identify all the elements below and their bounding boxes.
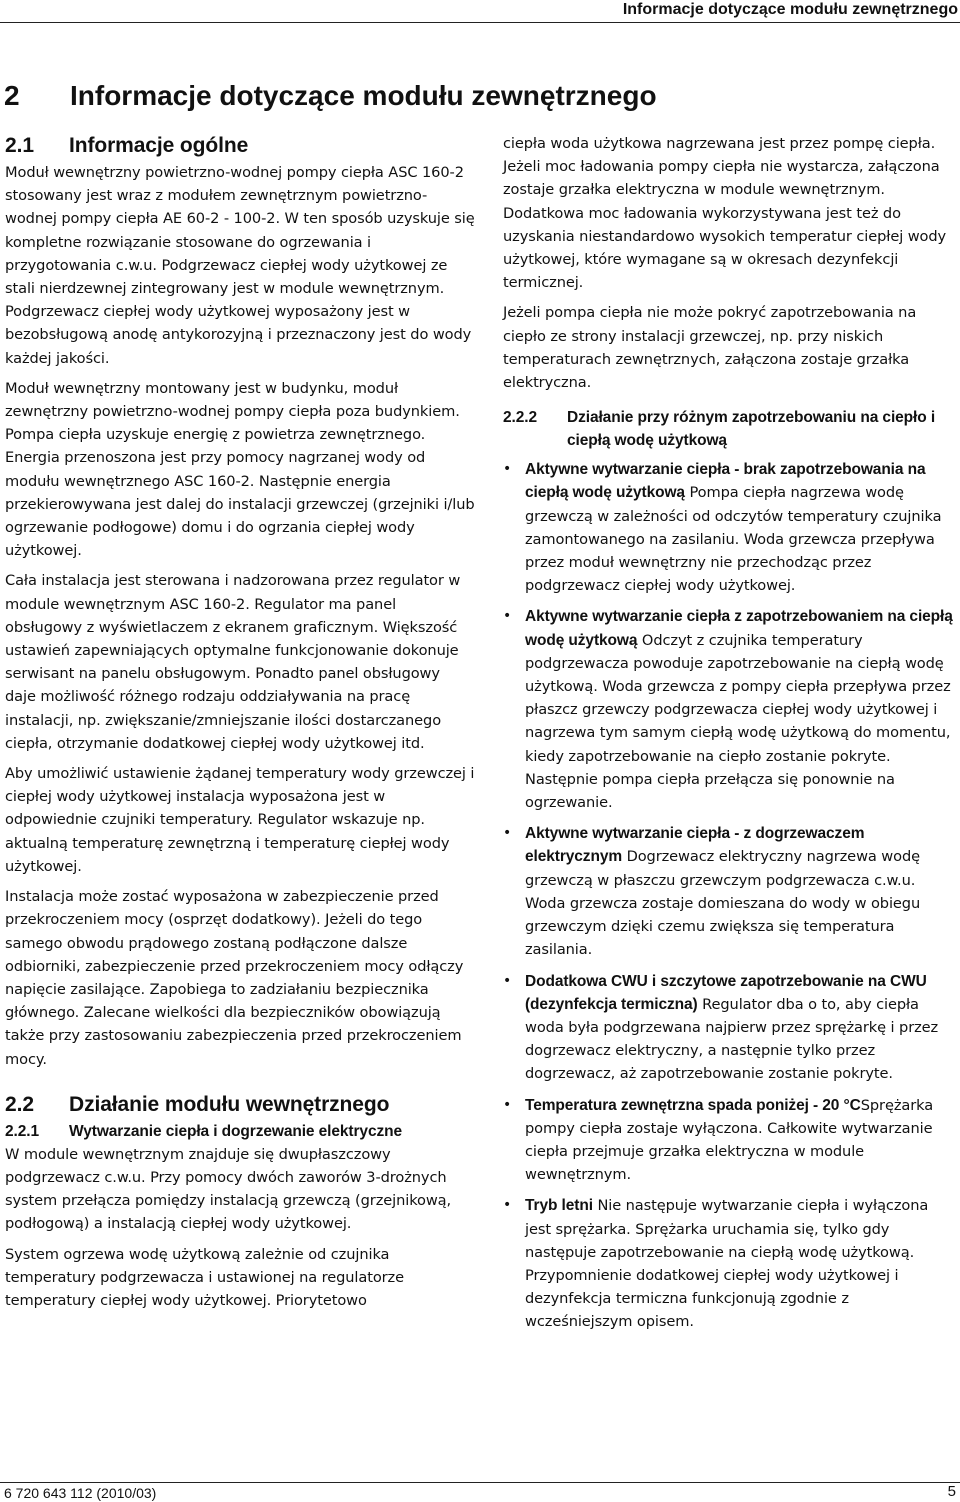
paragraph: Aby umożliwić ustawienie żądanej temperatury wody grzewczej i ciepłej wody użytkowej instalacja wyposażona jest w odpowiednie czujniki temperatury. Regulator wskazuje np. aktualną temperaturę zewnętrzną i temperaturę ciepłej wody użytkowej. bbox=[5, 765, 475, 875]
subsection-number: 2.2.2 bbox=[503, 409, 537, 427]
subsection-title: Wytwarzanie ciepła i dogrzewanie elektryczne bbox=[69, 1122, 402, 1140]
list-item-bold: Aktywne wytwarzanie ciepła z zapotrzebowaniem na ciepłą wodę użytkową bbox=[525, 608, 953, 649]
paragraph: Jeżeli pompa ciepła nie może pokryć zapotrzebowania na ciepło ze strony instalacji grzewczej, np. przy niskich temperaturach zewnętrznych, załączona zostaje grzałka elektryczna. bbox=[503, 304, 917, 392]
right-column bbox=[503, 132, 953, 1342]
paragraph: System ogrzewa wodę użytkową zależnie od czujnika temperatury podgrzewacza i ustawionej na regulatorze temperatury ciepłej wody użytkowej. Priorytetowo bbox=[5, 1245, 404, 1309]
list-item bbox=[503, 605, 953, 814]
paragraph: W module wewnętrznym znajduje się dwupłaszczowy podgrzewacz c.w.u. Przy pomocy dwóch zaworów 3-drożnych system przełącza pomiędzy instalacją grzewczą (grzejnikową, podłogową) a instalacją ciepłej wody użytkowej. bbox=[5, 1145, 452, 1233]
document-code: 6 720 643 112 (2010/03) bbox=[4, 1485, 157, 1501]
paragraph: ciepła woda użytkowa nagrzewana jest przez pompę ciepła. Jeżeli moc ładowania pompy ciepła nie wystarcza, załączona zostaje grzałka elektryczna w module wewnętrznym. Dodatkowa moc ładowania wykorzystywana jest też do uzyskania niestandardowo wysokich temperatur ciepłej wody użytkowej, które wymagane są w okresach dezynfekcji termicznej. bbox=[503, 135, 947, 292]
list-item-bold: Tryb letni bbox=[525, 1197, 593, 1215]
section-number: 2.2 bbox=[5, 1092, 34, 1116]
subsection-heading-2-2-1 bbox=[5, 1120, 475, 1143]
section-number: 2.1 bbox=[5, 134, 34, 157]
list-item bbox=[503, 822, 953, 961]
paragraph: Instalacja może zostać wyposażona w zabezpieczenie przed przekroczeniem mocy (osprzęt dodatkowy). Jeżeli do tego samego obwodu prądowego zostaną podłączone dalsze odbiorniki, zabezpieczenie przed przekroczeniem mocy odłączy napięcie zasilające. Zapobiega to zadziałaniu bezpiecznika głównego. Zalecane wielkości dla bezpieczników obowiązują także przy zastosowaniu zabezpieczenia przed przekroczeniem mocy. bbox=[5, 888, 464, 1068]
chapter-number: 2 bbox=[4, 80, 20, 111]
list-item-text: Pompa ciepła nagrzewa wodę grzewczą w zależności od odczytów temperatury czujnika zamontowanego na zasilaniu. Woda grzewcza przepływa przez moduł wewnętrzny nie przechodząc przez podgrzewacz ciepłej wody użytkowej. bbox=[525, 484, 942, 595]
list-item bbox=[503, 458, 953, 597]
subsection-title: Działanie przy różnym zapotrzebowaniu na ciepło i ciepłą wodę użytkową bbox=[567, 409, 936, 450]
list-item-bold: Dodatkowa CWU i szczytowe zapotrzebowanie na CWU (dezynfekcja termiczna) bbox=[525, 972, 927, 1013]
section-title: Działanie modułu wewnętrznego bbox=[69, 1092, 390, 1116]
section-heading-2-2 bbox=[5, 1091, 475, 1119]
section-heading-2-1 bbox=[5, 132, 475, 160]
list-item-text: Regulator dba o to, aby ciepła woda była podgrzewana najpierw przez sprężarkę i przez dogrzewacz elektryczny, a następnie tylko przez dogrzewacz, aż zapotrzebowanie zostanie pokryte. bbox=[525, 995, 939, 1083]
list-item-text: Odczyt z czujnika temperatury podgrzewacza powoduje zapotrzebowanie na ciepłą wodę użytkową. Woda grzewcza z pompy ciepła przepływa przez płaszcz grzewczy podgrzewacza ciepłej wody użytkowej i nagrzewa tym samym ciepłą wodę użytkową do momentu, kiedy zapotrzebowanie na ciepło zostanie pokryte. Następnie pompa ciepła przełącza się ponownie na ogrzewanie. bbox=[525, 631, 951, 812]
subsection-heading-2-2-2 bbox=[503, 406, 953, 452]
left-column bbox=[5, 132, 475, 1312]
footer-divider bbox=[0, 1482, 960, 1483]
header-divider bbox=[0, 22, 960, 23]
list-item-text: Nie następuje wytwarzanie ciepła i wyłączona jest sprężarka. Sprężarka uruchamia się, tylko gdy następuje zapotrzebowanie na ciepłą wodę użytkową. Przypomnienie dodatkowej ciepłej wody użytkowej i dezynfekcja termiczna funkcjonują zgodnie z wcześniejszym opisem. bbox=[525, 1197, 929, 1331]
section-title: Informacje ogólne bbox=[69, 134, 249, 157]
bullet-list bbox=[503, 458, 953, 1333]
subsection-number: 2.2.1 bbox=[5, 1122, 39, 1140]
running-header: Informacje dotyczące modułu zewnętrznego bbox=[622, 1, 958, 18]
list-item bbox=[503, 970, 953, 1086]
list-item-bold: Aktywne wytwarzanie ciepła - brak zapotrzebowania na ciepłą wodę użytkową bbox=[525, 461, 926, 502]
list-item bbox=[503, 1094, 953, 1187]
list-item-bold: Temperatura zewnętrzna spada poniżej - 20 °C bbox=[525, 1096, 861, 1114]
chapter-title bbox=[4, 78, 960, 114]
chapter-title-text: Informacje dotyczące modułu zewnętrznego bbox=[70, 80, 657, 111]
list-item-text: Sprężarka pompy ciepła zostaje wyłączona. Całkowite wytwarzanie ciepła przejmuje grzałka elektryczna w module wewnętrznym. bbox=[525, 1096, 934, 1184]
list-item-text: Dogrzewacz elektryczny nagrzewa wodę grzewczą w płaszczu grzewczym podgrzewacza c.w.u. Woda grzewcza zostaje domieszana do wody w obiegu grzewczym dzięki czemu zwiększa się temperatura zasilania. bbox=[525, 848, 921, 959]
paragraph: Moduł wewnętrzny montowany jest w budynku, moduł zewnętrzny powietrzno-wodnej pompy ciepła poza budynkiem. Pompa ciepła uzyskuje energię z powietrza zewnętrznego. Energia przenoszona jest przy pomocy nagrzanej wody od modułu wewnętrznego ASC 160-2. Następnie energia przekierowywana jest dalej do instalacji grzewczej (grzejniki i/lub ogrzewanie podłogowe) domu i do ogrzania ciepłej wody użytkowej. bbox=[5, 379, 475, 560]
list-item bbox=[503, 1194, 953, 1333]
paragraph: Cała instalacja jest sterowana i nadzorowana przez regulator w module wewnętrznym ASC 160-2. Regulator ma panel obsługowy z wyświetlaczem z ekranem graficznym. Większość ustawień zapewniających optymalne funkcjonowanie dokonuje serwisant na panelu obsługowym. Ponadto panel obsługowy daje możliwość różnego rodzaju oddziaływania na pracę instalacji, np. zwiększanie/zmniejszanie ilości dostarczanego ciepła, otrzymanie dodatkowej ciepłej wody użytkowej itd. bbox=[5, 572, 461, 752]
paragraph: Moduł wewnętrzny powietrzno-wodnej pompy ciepła ASC 160-2 stosowany jest wraz z modułem zewnętrznym powietrzno-wodnej pompy ciepła AE 60-2 - 100-2. W ten sposób uzyskuje się kompletne rozwiązanie stosowane do ogrzewania i przygotowania c.w.u. Podgrzewacz ciepłej wody użytkowej ze stali nierdzewnej zintegrowany jest w module wewnętrznym. Podgrzewacz ciepłej wody użytkowej wyposażony jest w bezobsługową anodę antykorozyjną i przeznaczony jest do wody każdej jakości. bbox=[5, 164, 475, 367]
list-item-bold: Aktywne wytwarzanie ciepła - z dogrzewaczem elektrycznym bbox=[525, 825, 865, 866]
page-number: 5 bbox=[947, 1483, 956, 1500]
